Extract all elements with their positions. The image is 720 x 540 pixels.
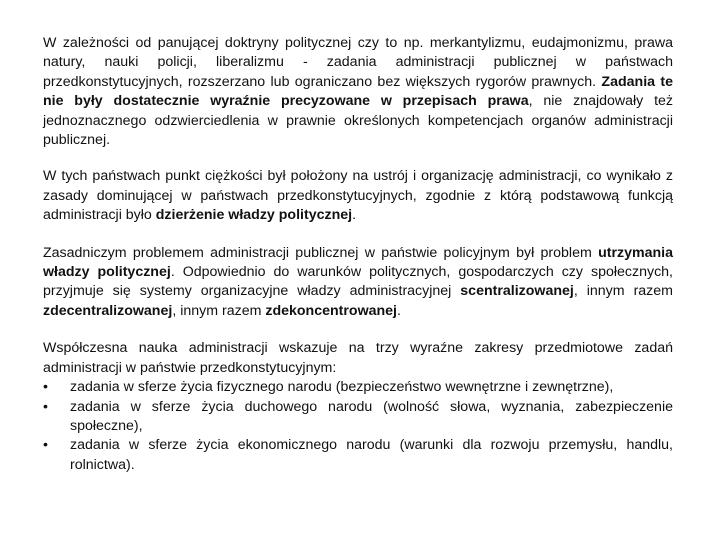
paragraph-scopes — [43, 339, 673, 475]
paragraph-centre-of-gravity — [43, 167, 673, 225]
paragraph-text: . — [397, 302, 401, 319]
emphasis-text: zdekoncentrowanej — [265, 302, 398, 319]
paragraph-police-state — [43, 244, 673, 322]
list-item-text: zadania w sferze życia fizycznego narodu (bezpieczeństwo wewnętrzne i zewnętrzne), — [70, 379, 614, 396]
paragraph-text: . — [352, 207, 357, 224]
emphasis-text: zdecentralizowanej — [43, 302, 173, 319]
list-item — [43, 398, 673, 437]
emphasis-text: scentralizowanej — [460, 283, 574, 300]
paragraph-text: , innym razem — [172, 302, 266, 319]
document-page — [43, 34, 673, 492]
emphasis-text: Zadania te nie były dostatecznie wyraźnie precyzowane w przepisach prawa — [43, 73, 673, 110]
bullet-icon: • — [43, 379, 48, 396]
paragraph-text: , nie znajdowały też jednoznacznego odzwierciedlenia w prawnie określonych kompetencjach organów administracji publicznej. — [43, 93, 673, 149]
paragraph-text: W zależności od panującej doktryny politycznej czy to np. merkantylizmu, eudajmonizmu, prawa natury, nauki policji, liberalizmu - zadania administracji publicznej w państwach przedkonstytucyjnych, rozszerzano lub ograniczano bez większych rygorów prawnych. — [43, 35, 673, 90]
list-item-text: zadania w sferze życia ekonomicznego narodu (warunki dla rozwoju przemysłu, handlu, rolnictwa). — [70, 437, 673, 473]
paragraph-text: Zasadniczym problemem administracji publicznej w państwie policyjnym był problem — [43, 244, 599, 261]
scope-list — [43, 378, 673, 475]
list-item — [43, 378, 673, 397]
bullet-icon: • — [43, 437, 48, 454]
paragraph-doctrines — [43, 34, 673, 150]
paragraph-text: W tych państwach punkt ciężkości był położony na ustrój i organizację administracji, co wynikało z zasady dominującej w państwach przedkonstytucyjnych, zgodnie z którą podstawową funkcją administracji było — [43, 168, 673, 224]
list-item-text: zadania w sferze życia duchowego narodu (wolność słowa, wyznania, zabezpieczenie społeczne), — [70, 398, 673, 434]
emphasis-text: dzierżenie władzy politycznej — [155, 207, 353, 224]
paragraph-text: Współczesna nauka administracji wskazuje na trzy wyraźne zakresy przedmiotowe zadań administracji w państwie przedkonstytucyjnym: — [43, 340, 673, 376]
paragraph-text: . Odpowiednio do warunków politycznych, gospodarczych czy społecznych, przyjmuje się systemy organizacyjne władzy administracyjnej — [43, 264, 673, 300]
list-item — [43, 436, 673, 475]
emphasis-text: utrzymania władzy politycznej — [43, 244, 673, 281]
bullet-icon: • — [43, 398, 48, 415]
paragraph-text: , innym razem — [573, 283, 673, 300]
